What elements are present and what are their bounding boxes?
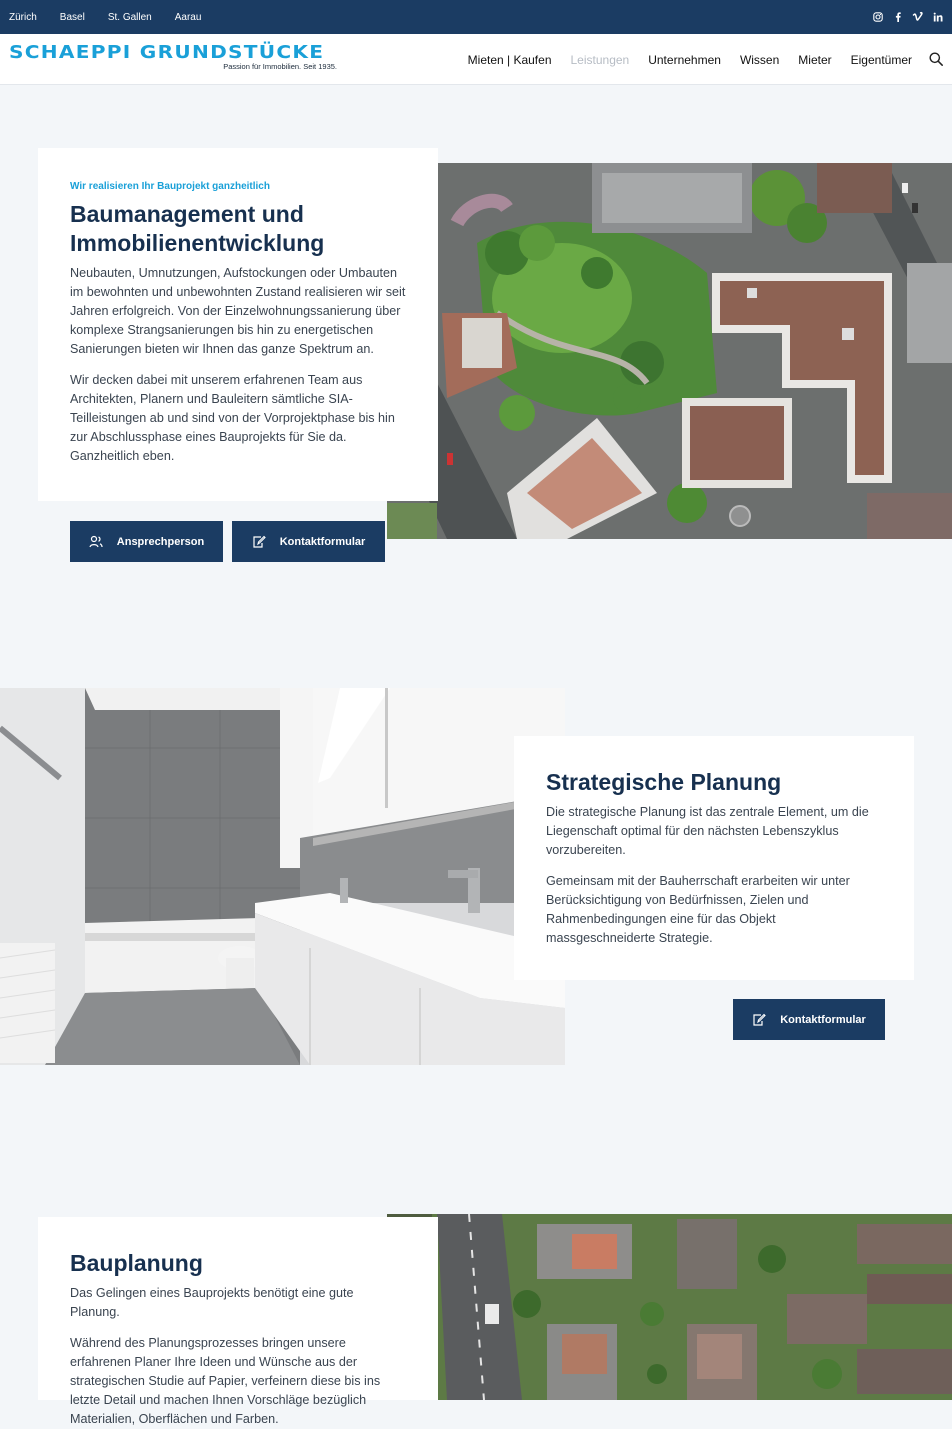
section-title-baumanagement: Baumanagement und Immobilienentwicklung [70, 201, 325, 256]
linkedin-icon[interactable] [933, 12, 943, 22]
section-text-2: Gemeinsam mit der Bauherrschaft erarbeiten wir unter Berücksichtigung von Bedürfnissen, Zielen und Rahmenbedingungen eine für das Objekt massgeschneiderte Strategie. [546, 874, 850, 945]
vimeo-icon[interactable] [913, 12, 923, 22]
main-nav [468, 34, 912, 85]
company-logo[interactable] [9, 44, 339, 74]
nav-item-leistungen[interactable]: Leistungen [570, 52, 630, 67]
facebook-icon[interactable] [893, 12, 903, 22]
contact-person-button[interactable] [70, 521, 223, 562]
search-icon[interactable] [929, 52, 943, 66]
section-title-bauplanung: Bauplanung [70, 1250, 203, 1276]
section-text-1: Das Gelingen eines Bauprojekts benötigt eine gute Planung. [70, 1286, 354, 1319]
aerial-photo-residential [387, 163, 952, 539]
instagram-icon[interactable] [873, 12, 883, 22]
section-text-2: Wir decken dabei mit unserem erfahrenen Team aus Architekten, Planern und Bauleitern sämtliche SIA-Teilleistungen ab und sind von der Vorprojektphase bis hin zur Abschlussphase eines Bauprojekts für Sie da. Ganzheitlich eben. [70, 373, 395, 463]
contact-form-label: Kontaktformular [279, 535, 366, 548]
nav-item-eigentuemer[interactable]: Eigentümer [850, 52, 912, 67]
user-icon [89, 535, 103, 549]
edit-form-icon [752, 1013, 766, 1027]
edit-form-icon [252, 535, 266, 549]
section-bauplanung-card [38, 1217, 438, 1426]
aerial-photo-town [387, 1214, 952, 1400]
contact-person-label: Ansprechperson [116, 535, 205, 548]
contact-form-button-2[interactable] [733, 999, 885, 1040]
nav-item-mieten-kaufen[interactable]: Mieten | Kaufen [467, 52, 552, 67]
section-title-strategische-planung: Strategische Planung [546, 769, 782, 795]
nav-item-unternehmen[interactable]: Unternehmen [648, 52, 721, 67]
section-strategische-planung-card [514, 736, 914, 980]
section-text-2: Während des Planungsprozesses bringen unsere erfahrenen Planer Ihre Ideen und Wünsche aus der strategischen Studie auf Papier, verfeinern diese bis ins letzte Detail und machen Ihnen Vorschläge bezüglich Materialien, Oberflächen und Farben. [70, 1336, 381, 1426]
location-link-st-gallen[interactable]: St. Gallen [107, 11, 152, 23]
social-links [873, 12, 943, 22]
nav-item-wissen[interactable]: Wissen [739, 52, 780, 67]
section-eyebrow: Wir realisieren Ihr Bauprojekt ganzheitlich [70, 181, 270, 192]
location-link-basel[interactable]: Basel [59, 11, 85, 23]
nav-item-mieter[interactable]: Mieter [798, 52, 832, 67]
logo-tagline: Passion für Immobilien. Seit 1935. [223, 62, 337, 71]
section-text-1: Neubauten, Umnutzungen, Aufstockungen oder Umbauten im bewohnten und unbewohnten Zustand realisieren wir seit Jahren erfolgreich. Von der Einzelwohnungssanierung über komplexe Strangsanierungen bis hin zu energetischen Sanierungen bieten wir Ihnen das ganze Spektrum an. [70, 266, 406, 356]
contact-form-label: Kontaktformular [780, 1013, 866, 1026]
logo-wordmark: SCHAEPPI GRUNDSTÜCKE [9, 43, 325, 63]
top-bar [0, 0, 952, 34]
main-header [0, 34, 952, 85]
location-link-zurich[interactable]: Zürich [9, 11, 37, 23]
section-text-1: Die strategische Planung ist das zentrale Element, um die Liegenschaft optimal für den nächsten Lebenszyklus vorzubereiten. [546, 805, 869, 857]
section-baumanagement-card [38, 148, 438, 501]
location-link-aarau[interactable]: Aarau [174, 11, 202, 23]
bathroom-photo [0, 688, 565, 1065]
contact-form-button[interactable] [232, 521, 385, 562]
